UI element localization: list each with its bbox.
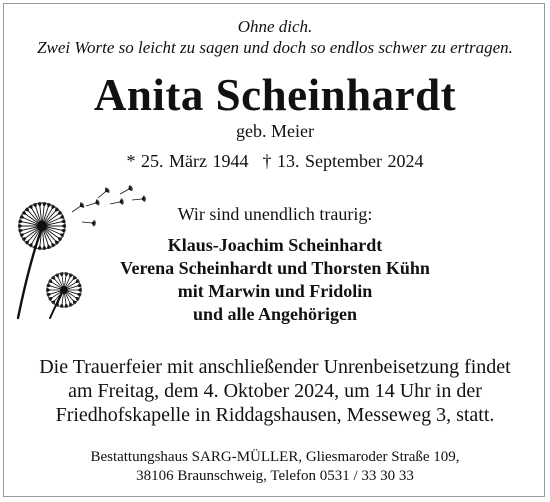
funeral-home-line: 38106 Braunschweig, Telefon 0531 / 33 30 33 xyxy=(136,468,414,484)
service-line: am Freitag, dem 4. Oktober 2024, um 14 Uhr in der xyxy=(68,380,482,402)
service-info xyxy=(0,355,550,427)
mourner-name: und alle Angehörigen xyxy=(192,304,358,324)
mourning-line: Wir sind unendlich traurig: xyxy=(177,204,373,224)
life-dates xyxy=(0,150,550,172)
death-date: † 13. September 2024 xyxy=(262,151,424,171)
quote-line-1: Ohne dich. xyxy=(237,17,313,36)
mourners-list xyxy=(0,234,550,326)
maiden-name: geb. Meier xyxy=(236,121,314,141)
quote-line-2: Zwei Worte so leicht zu sagen und doch so endlos schwer zu ertragen. xyxy=(37,38,513,57)
funeral-home xyxy=(0,448,550,486)
service-line: Friedhofskapelle in Riddagshausen, Messeweg 3, statt. xyxy=(55,404,495,426)
service-line: Die Trauerfeier mit anschließender Unrenbeisetzung findet xyxy=(39,356,511,378)
mourner-name: mit Marwin und Fridolin xyxy=(177,281,373,301)
funeral-home-line: Bestattungshaus SARG-MÜLLER, Gliesmaroder Straße 109, xyxy=(90,449,460,465)
mourner-name: Verena Scheinhardt und Thorsten Kühn xyxy=(120,258,430,278)
deceased-name: Anita Scheinhardt xyxy=(93,70,457,120)
mourner-name: Klaus-Joachim Scheinhardt xyxy=(167,235,383,255)
birth-date: * 25. März 1944 xyxy=(126,151,249,171)
